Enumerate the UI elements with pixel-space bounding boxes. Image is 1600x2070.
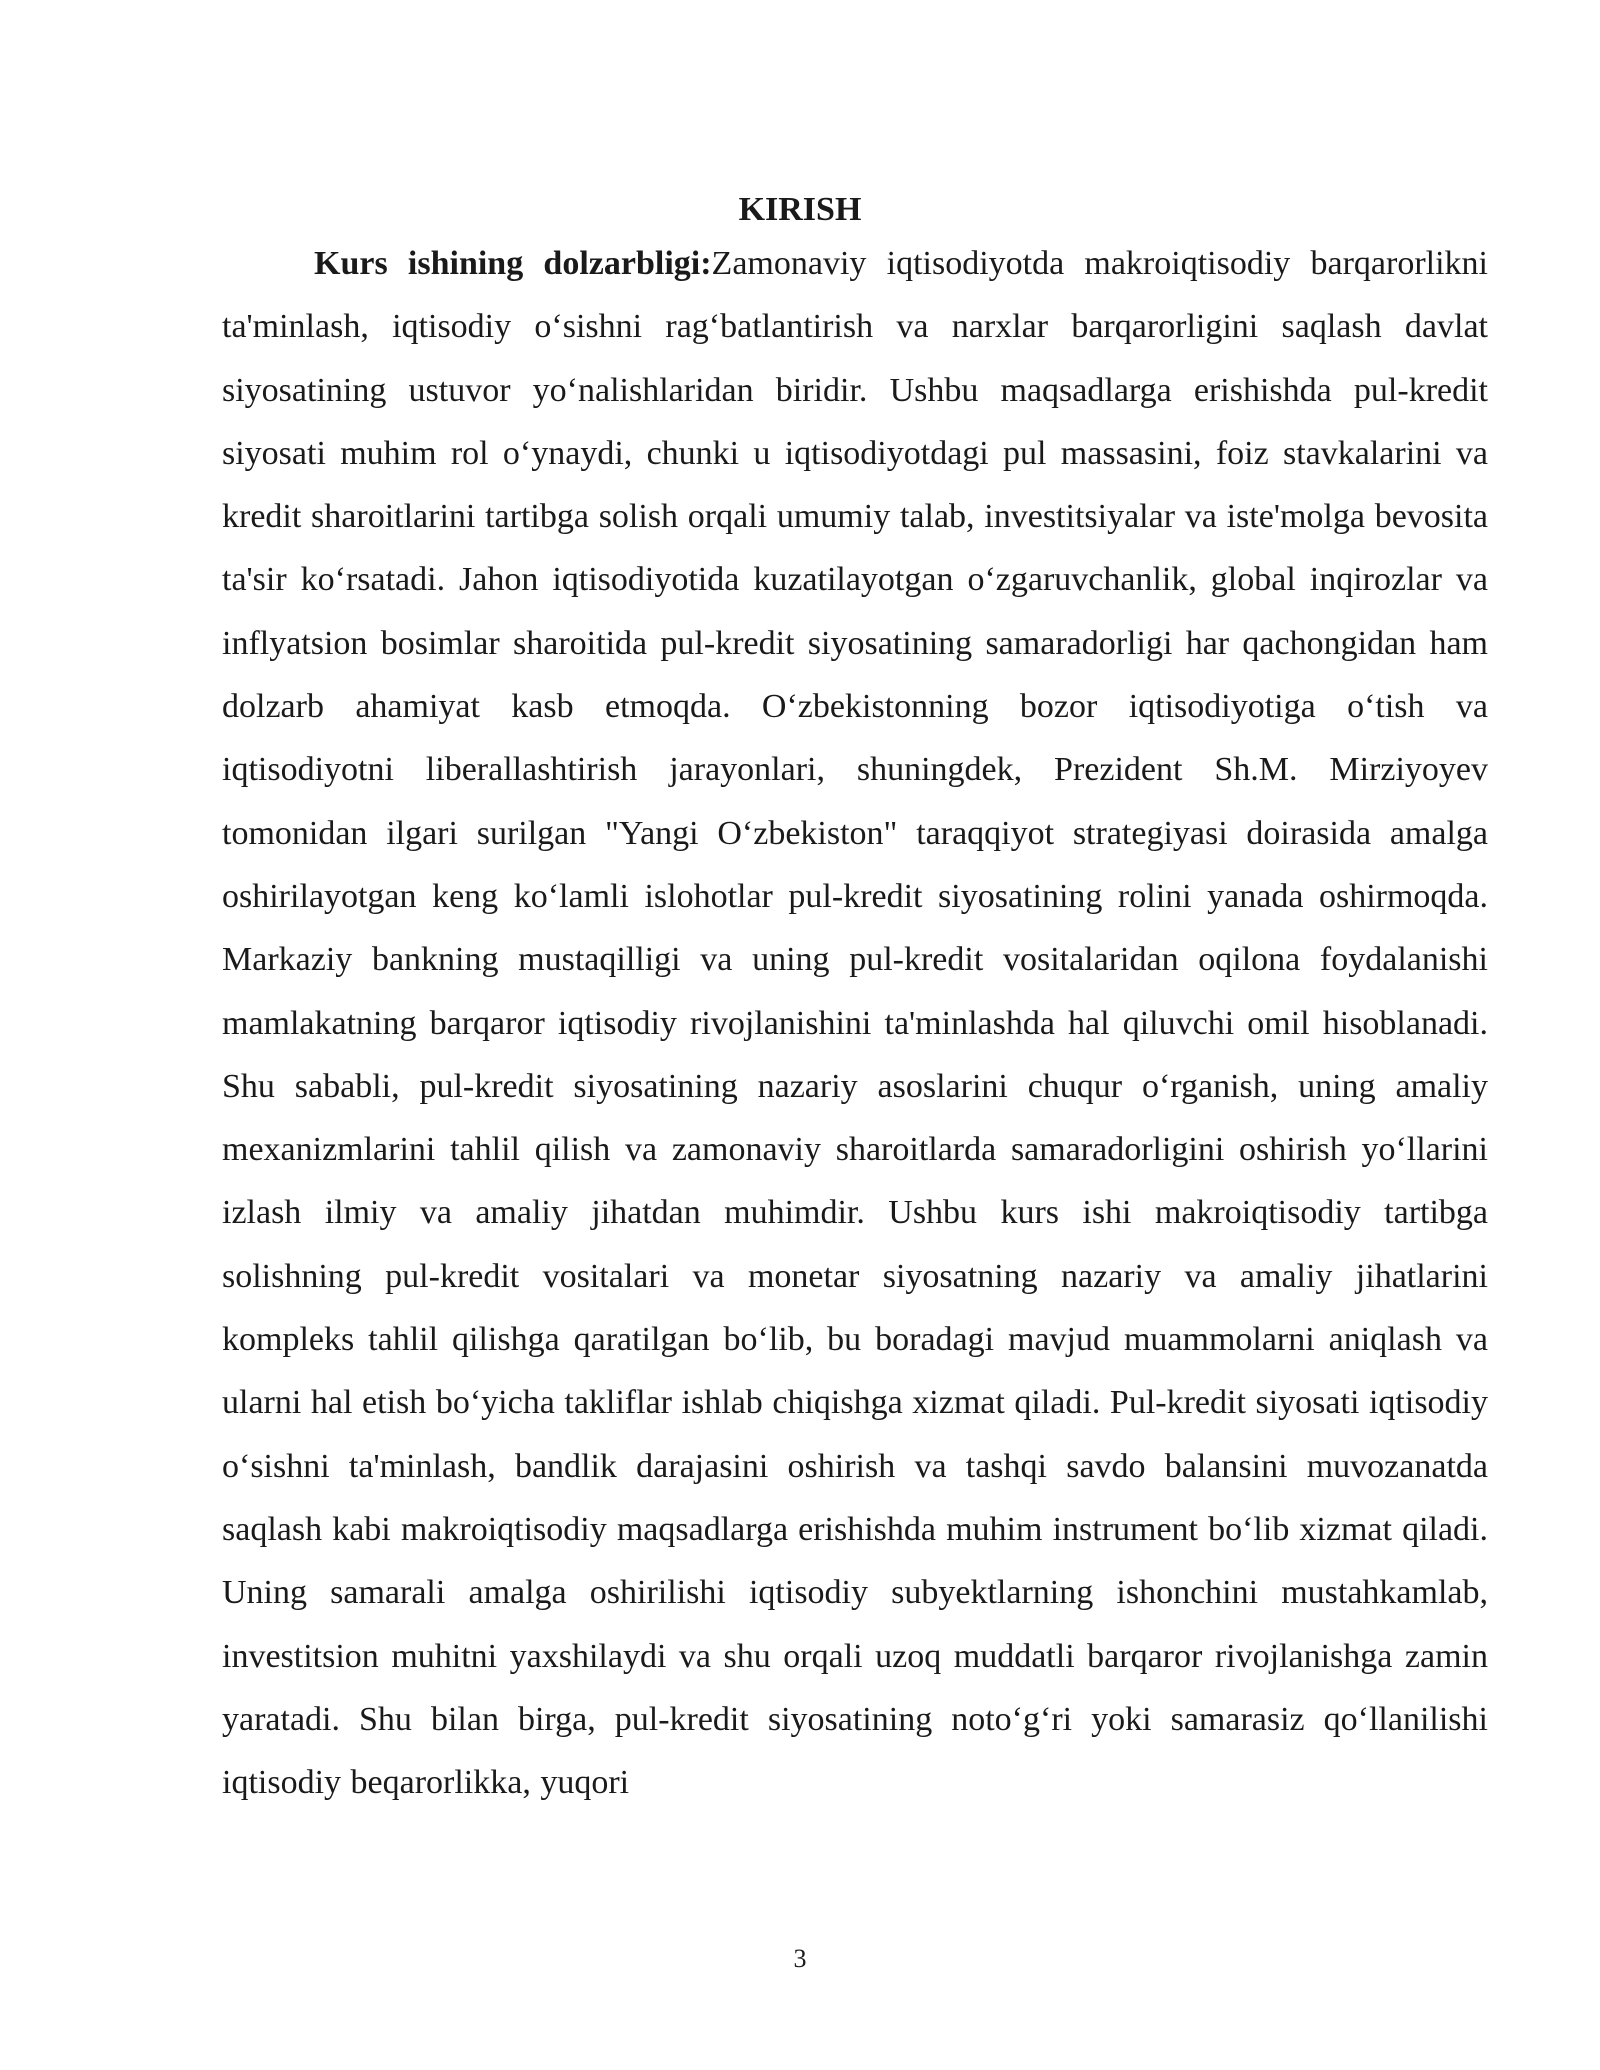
- paragraph-text: Zamonaviy iqtisodiyotda makroiqtisodiy barqarorlikni ta'minlash, iqtisodiy o‘sishni rag‘batlantirish va narxlar barqarorligini saqlash davlat siyosatining ustuvor yo‘nalishlaridan biridir. Ushbu maqsadlarga erishishda pul-kredit siyosati muhim rol o‘ynaydi, chunki u iqtisodiyotdagi pul massasini, foiz stavkalarini va kredit sharoitlarini tartibga solish orqali umumiy talab, investitsiyalar va iste'molga bevosita ta'sir ko‘rsatadi. Jahon iqtisodiyotida kuzatilayotgan o‘zgaruvchanlik, global inqirozlar va inflyatsion bosimlar sharoitida pul-kredit siyosatining samaradorligi har qachongidan ham dolzarb ahamiyat kasb etmoqda. O‘zbekistonning bozor iqtisodiyotiga o‘tish va iqtisodiyotni liberallashtirish jarayonlari, shuningdek, Prezident Sh.M. Mirziyoyev tomonidan ilgari surilgan "Yangi O‘zbekiston" taraqqiyot strategiyasi doirasida amalga oshirilayotgan keng ko‘lamli islohotlar pul-kredit siyosatining rolini yanada oshirmoqda. Markaziy bankning mustaqilligi va uning pul-kredit vositalaridan oqilona foydalanishi mamlakatning barqaror iqtisodiy rivojlanishini ta'minlashda hal qiluvchi omil hisoblanadi. Shu sababli, pul-kredit siyosatining nazariy asoslarini chuqur o‘rganish, uning amaliy mexanizmlarini tahlil qilish va zamonaviy sharoitlarda samaradorligini oshirish yo‘llarini izlash ilmiy va amaliy jihatdan muhimdir. Ushbu kurs ishi makroiqtisodiy tartibga solishning pul-kredit vositalari va monetar siyosatning nazariy va amaliy jihatlarini kompleks tahlil qilishga qaratilgan bo‘lib, bu boradagi mavjud muammolarni aniqlash va ularni hal etish bo‘yicha takliflar ishlab chiqishga xizmat qiladi. Pul-kredit siyosati iqtisodiy o‘sishni ta'minlash, bandlik darajasini oshirish va tashqi savdo balansini muvozanatda saqlash kabi makroiqtisodiy maqsadlarga erishishda muhim instrument bo‘lib xizmat qiladi. Uning samarali amalga oshirilishi iqtisodiy subyektlarning ishonchini mustahkamlab, investitsion muhitni yaxshilaydi va shu orqali uzoq muddatli barqaror rivojlanishga zamin yaratadi. Shu bilan birga, pul-kredit siyosatining noto‘g‘ri yoki samarasiz qo‘llanilishi iqtisodiy beqarorlikka, yuqori: [222, 245, 1488, 1802]
- page-title: KIRISH: [738, 191, 862, 228]
- paragraph-lead-in: Kurs ishining dolzarbligi:: [314, 245, 712, 282]
- body-paragraph: [222, 232, 1488, 1814]
- page-number: 3: [793, 1944, 807, 1973]
